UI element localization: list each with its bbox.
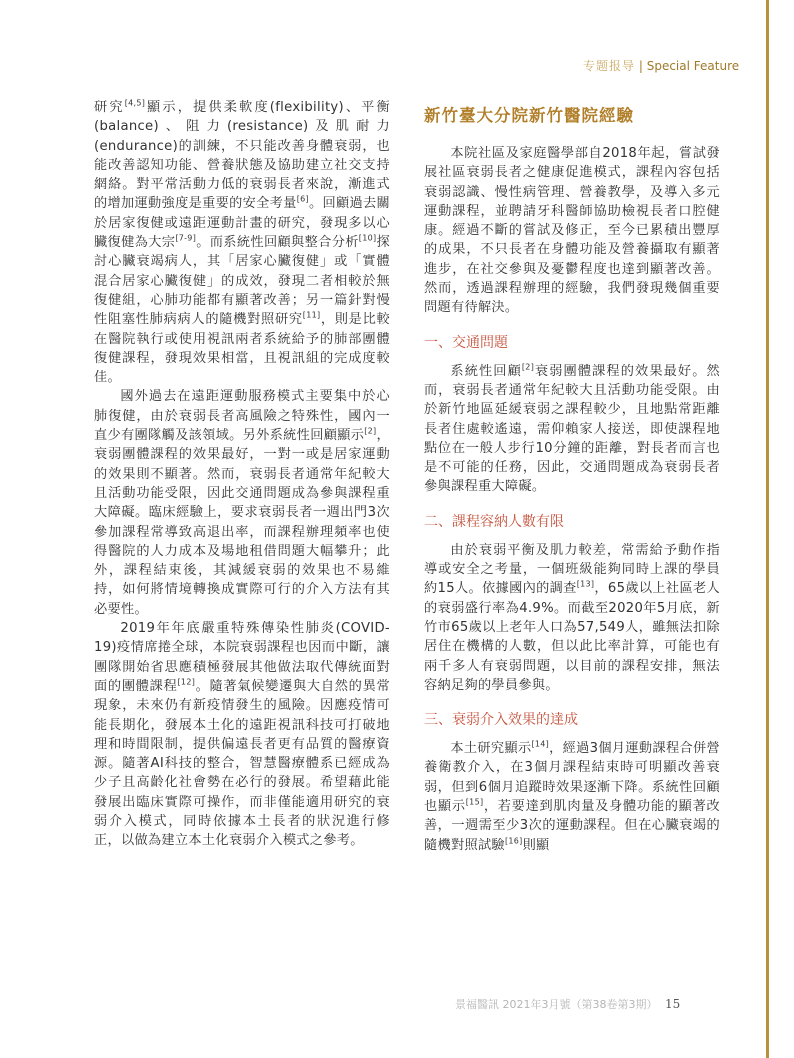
section-heading-capacity: 二、課程容納人數有限: [424, 513, 564, 530]
citation-ref: [16]: [504, 836, 523, 846]
journal-info: 景福醫訊 2021年3月號（第38卷第3期）: [455, 998, 658, 1011]
transport-paragraph: 系統性回顧[2]衰弱團體課程的效果最好。然而，衰弱長者通常年紀較大且活動功能受限。由於新竹地區延緩衰弱之課程較少，且地點常距離長者住處較遙遠，需仰賴家人接送，即使課程地點位在一般人步行10分鐘的距離，對長者而言也是不可能的任務，因此，交通問題成為衰弱長者參與課程重大障礙。: [424, 362, 721, 495]
left-paragraph-1: 研究[4,5]顯示，提供柔軟度(flexibility)、平衡(balance)、阻力(resistance)及肌耐力(endurance)的訓練，不只能改善身體衰弱，也能改善認知功能、營養狀態及協助建立社交支持網絡。對平常活動力低的衰弱長者來說，漸進式的增加運動強度是重要的安全考量[6]。回顧過去關於居家復健或遠距運動計畫的研究，發現多以心臟復健為大宗[7-9]。而系統性回顧與整合分析[10]探討心臟衰竭病人，其「居家心臟復健」或「實體混合居家心臟復健」的成效，發現二者相較於無復健組，心肺功能都有顯著改善；另一篇針對慢性阻塞性肺病病人的隨機對照研究[11]，則是比較在醫院執行或使用視訊兩者系統給予的肺部團體復健課程，發現效果相當，且視訊組的完成度較佳。: [94, 98, 391, 386]
citation-ref: [11]: [302, 310, 321, 320]
section-heading-transport: 一、交通問題: [424, 334, 508, 351]
effect-paragraph: 本土研究顯示[14]，經過3個月運動課程合併營養衛教介入，在3個月課程結束時可明顯改善衰弱，但到6個月追蹤時效果逐漸下降。系統性回顧也顯示[15]，若要達到肌肉量及身體功能的顯著改善，一週需至少3次的運動課程。但在心臟衰竭的隨機對照試驗[16]則顯: [424, 739, 720, 853]
citation-ref: [6]: [296, 195, 309, 205]
citation-ref: [10]: [358, 233, 377, 243]
intro-paragraph: 本院社區及家庭醫學部自2018年起，嘗試發展社區衰弱長者之健康促進模式，課程內容包括衰弱認識、慢性病管理、營養教學，及導入多元運動課程，並聘請牙科醫師協助檢視長者口腔健康。經過不斷的嘗試及修正，至今已累積出豐厚的成果，不只長者在身體功能及營養攝取有顯著進步，在社交參與及憂鬱程度也達到顯著改善。然而，透過課程辦理的經驗，我們發現幾個重要問題有待解決。: [424, 146, 720, 316]
left-column: [94, 98, 390, 851]
citation-ref: [2]: [364, 426, 377, 436]
running-head: [583, 57, 739, 74]
citation-ref: [7-9]: [175, 233, 197, 243]
right-column: [424, 98, 720, 855]
capacity-paragraph: 由於衰弱平衡及肌力較差，常需給予動作指導或安全之考量，一個班級能夠同時上課的學員約15人。依據國內的調查[13]，65歲以上社區老人的衰弱盛行率為4.9%。而截至2020年5月底，新竹市65歲以上老年人口為57,549人，雖無法扣除居住在機構的人數，但以此比率計算，可能也有兩千多人有衰弱問題，以目前的課程安排，無法容納足夠的學員參與。: [424, 542, 720, 693]
citation-ref: [4,5]: [124, 98, 146, 108]
citation-ref: [15]: [465, 797, 484, 807]
page-footer: [455, 996, 680, 1012]
feature-deco-text: 专题报导: [583, 59, 636, 73]
citation-ref: [12]: [177, 677, 196, 687]
citation-ref: [13]: [576, 579, 595, 589]
section-heading-effect: 三、衰弱介入效果的達成: [424, 712, 578, 729]
page-edge-rule: [766, 0, 769, 1058]
left-paragraph-3: 2019年年底嚴重特殊傳染性肺炎(COVID-19)疫情席捲全球，本院衰弱課程也因而中斷，讓團隊開始省思應積極發展其他做法取代傳統面對面的團體課程[12]。隨著氣候變遷與大自然的異常現象，未來仍有新疫情發生的風險。因應疫情可能長期化，發展本土化的遠距視訊科技可打破地理和時間限制，提供偏遠長者更有品質的醫療資源。隨著AI科技的整合，智慧醫療體系已經成為少子且高齡化社會勢在必行的發展。希望藉此能發展出臨床實際可操作，而非僅能適用研究的衰弱介入模式，同時依據本土長者的狀況進行修正，以做為建立本土化衰弱介入模式之參考。: [94, 621, 390, 849]
header-separator: |: [638, 59, 643, 73]
article-subtitle: 新竹臺大分院新竹醫院經驗: [424, 106, 634, 125]
page-number: 15: [664, 997, 681, 1011]
section-label: Special Feature: [646, 59, 740, 73]
left-paragraph-2: 國外過去在遠距運動服務模式主要集中於心肺復健，由於衰弱長者高風險之特殊性，國內一直少有團隊觸及該領域。另外系統性回顧顯示[2]，衰弱團體課程的效果最好，一對一或是居家運動的效果則不顯著。然而，衰弱長者通常年紀較大且活動功能受限，因此交通問題成為參與課程重大障礙。臨床經驗上，要求衰弱長者一週出門3次參加課程常導致高退出率，而課程辦理頻率也使得醫院的人力成本及場地租借問題大幅攀升；此外，課程結束後，其減緩衰弱的效果也不易維持，如何將情境轉換成實際可行的介入方法有其必要性。: [94, 389, 390, 617]
citation-ref: [14]: [531, 739, 550, 749]
citation-ref: [2]: [521, 362, 535, 372]
